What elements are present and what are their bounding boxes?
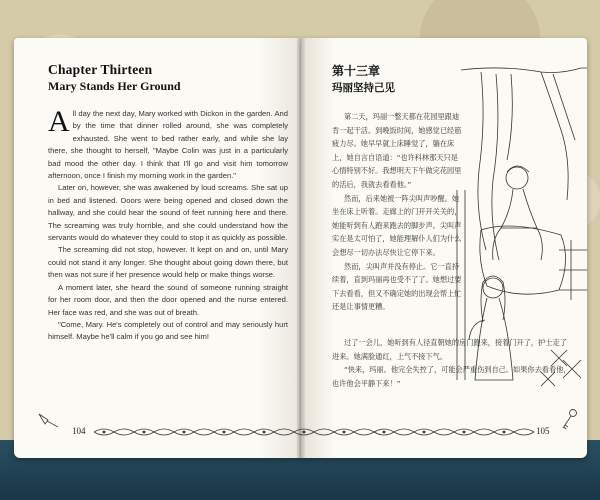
page-number-right: 105 [536, 426, 550, 436]
chapter-subtitle: Mary Stands Her Ground [48, 79, 181, 93]
book-spine [297, 38, 305, 458]
paragraph: 过了一会儿，她听到有人径直朝她的房门跑来，接着门开了，护士走了进来。她满脸通红，上气不接下气。 [332, 338, 567, 361]
illustration-girls-at-door [441, 60, 587, 390]
key-icon [559, 408, 579, 432]
paragraph: All day the next day, Mary worked with Dickon in the garden. And by the time that dinner rolled around, she was completely exhausted. She went to bed rather early, and while she lay there, she thought to herself, "Maybe Colin was just in a particularly bad mood the other day. I think that I'll go and visit him tomorrow afternoon, once I finish my morning work in the garden." [48, 105, 288, 181]
paragraph: “快来，玛丽。他完全失控了，可能会严重伤到自己。如果你去看看他，也许他会平静下来！” [332, 365, 571, 388]
vine-border-ornament [94, 424, 534, 440]
chapter-subtitle-zh: 玛丽坚持己见 [332, 82, 395, 94]
page-number-left: 104 [72, 426, 86, 436]
page-footer [14, 424, 587, 440]
paragraph: Later on, however, she was awakened by loud screams. She sat up in bed and listened. Doors were being opened and closed down the hallway, and she could hear the sound of feet running here and there. The screaming was truly horrible, and she could understand how the servants would do whatever they could to stop it as quickly as possible. [48, 183, 288, 243]
paragraph: 然而，尖叫声并没有停止。它一直持续着，直到玛丽再也受不了了。她想过要下去看看，但又不确定她的出现会帮上忙还是让事情更糟。 [332, 261, 462, 312]
paragraph: 第二天，玛丽一整天都在花园里跟迪肯一起干活。到晚饭时间，她感觉已经筋疲力尽。她早早就上床睡觉了，躺在床上，她自言自语道：“也许科林那天只是心情特别不好。我想明天下午做完花园里的活后，我就去看看他。” [332, 112, 462, 189]
paragraph: 然而，后来她被一阵尖叫声吵醒。她坐在床上听着。走廊上的门开开关关的，她能听到有人跑来跑去的脚步声。尖叫声实在是太可怕了，她能理解仆人们为什么会想尽一切办法尽快让它停下来。 [332, 193, 462, 257]
drop-cap: A [48, 105, 70, 138]
paragraph: "Come, Mary. He's completely out of control and may seriously hurt himself. Maybe he'll calm if you go and see him! [48, 319, 288, 342]
paragraph: The screaming did not stop, however. It kept on and on, until Mary could not stand it any longer. She thought about going down there, but then was not sure if her presence would help or make things worse. [48, 245, 288, 280]
paragraph: A moment later, she heard the sound of someone running straight for her room door, and then the door opened and the nurse entered. Her face was red, and she was out of breath. [48, 282, 288, 317]
right-page [301, 38, 587, 458]
chapter-title: Chapter Thirteen [48, 62, 153, 77]
left-page [14, 38, 301, 458]
chapter-title-zh: 第十三章 [332, 64, 381, 78]
english-text [48, 105, 288, 344]
trowel-icon [36, 410, 62, 430]
